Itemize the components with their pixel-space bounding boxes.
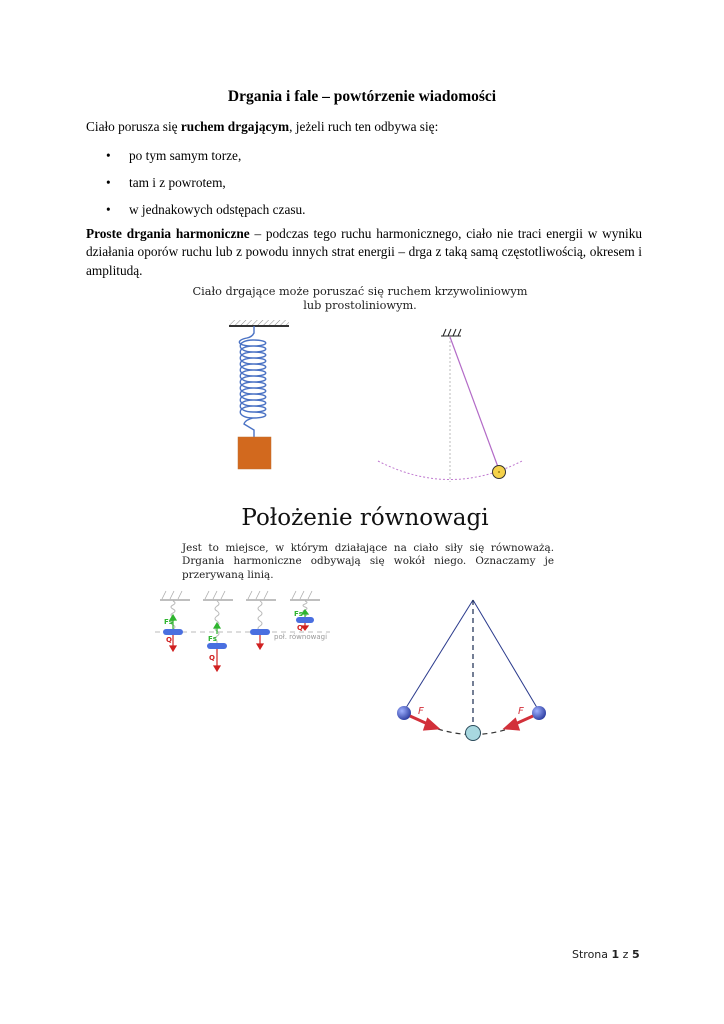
section-heading: Położenie równowagi xyxy=(241,505,489,531)
page-number xyxy=(572,948,640,961)
bullet-symbol: • xyxy=(106,148,111,163)
page-title: Drgania i fale – powtórzenie wiadomości xyxy=(227,88,497,105)
bullet-item: tam i z powrotem, xyxy=(129,175,226,190)
section-caption: Jest to miejsce, w którym działające na ciało siły się równoważą. Drgania harmoniczne odbywają się wokół niego. Oznaczamy je przerywaną linią. xyxy=(182,542,554,581)
bullet-symbol: • xyxy=(106,202,111,217)
fs-label: Fs xyxy=(294,610,303,618)
q-label: Q xyxy=(166,636,172,644)
equilibrium-label: poł. równowagi xyxy=(274,633,328,641)
page-sep: z xyxy=(619,948,632,961)
intro-suffix: , jeżeli ruch ten odbywa się: xyxy=(289,119,439,134)
force-label: F xyxy=(418,706,424,717)
bullet-item: po tym samym torze, xyxy=(129,148,242,163)
intro-prefix: Ciało porusza się xyxy=(86,119,181,134)
fs-label: Fs xyxy=(164,618,173,626)
force-label: F xyxy=(518,706,524,717)
figure1-caption-line2: lub prostoliniowym. xyxy=(303,299,417,312)
definition-term: Proste drgania harmoniczne xyxy=(86,226,250,241)
figure1-caption-line1: Ciało drgające może poruszać się ruchem krzywoliniowym xyxy=(192,285,528,298)
q-label: Q xyxy=(209,654,215,662)
bullet-item: w jednakowych odstępach czasu. xyxy=(129,202,306,217)
bullet-symbol: • xyxy=(106,175,111,190)
intro-bold: ruchem drgającym xyxy=(180,119,290,134)
q-label: Q xyxy=(297,624,303,632)
fs-label: Fs xyxy=(208,635,217,643)
page-prefix: Strona xyxy=(572,948,612,961)
definition-text: – podczas tego ruchu harmonicznego, ciało nie traci energii w wyniku działania oporów ruchu lub z powodu innych strat energii – drga z taką samą częstotliwością, okresem i amplitudą. xyxy=(86,226,643,278)
current-page: 1 xyxy=(611,948,620,961)
total-pages: 5 xyxy=(631,948,640,961)
